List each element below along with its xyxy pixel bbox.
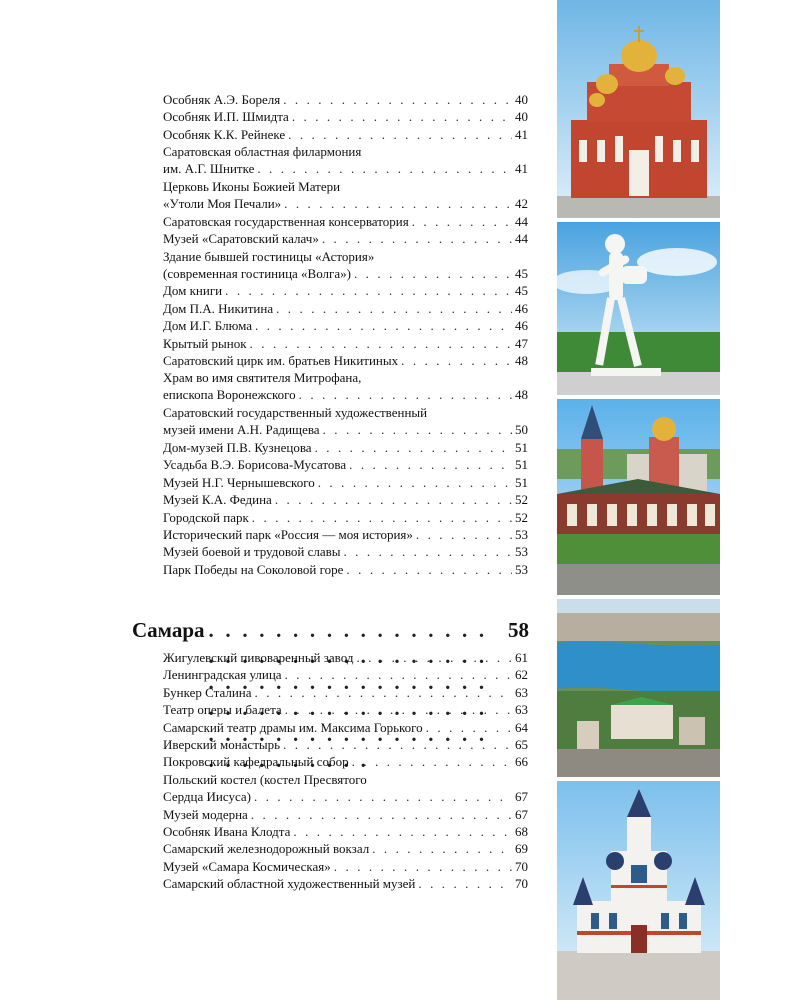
dot-leader [285,666,512,683]
dot-leader [283,736,512,753]
entry-page-number: 48 [515,353,528,368]
dot-leader [285,701,512,718]
photo-strip [557,0,720,1000]
toc-entry[interactable] [163,317,528,334]
dot-leader [255,317,512,334]
entry-title: Музей боевой и трудовой славы [163,544,341,560]
entry-title: Самарский областной художественный музей [163,876,416,892]
entry-title: Покровский кафедральный собор [163,754,349,770]
entry-page-number: 70 [515,876,528,892]
dot-leader [323,421,512,438]
entry-page-number: 63 [515,684,528,700]
aerial-river-photo [557,599,720,777]
entry-title: епископа Воронежского [163,387,296,403]
entry-title: Крытый рынок [163,335,247,351]
toc-entry[interactable] [163,178,528,212]
dot-leader [412,213,512,230]
entry-page-number: 40 [515,92,528,107]
white-church-photo [557,781,720,1000]
entry-page-number: 53 [515,561,528,577]
dot-leader [343,543,512,560]
toc-entry[interactable] [163,771,528,805]
dot-leader [292,108,512,125]
dot-leader [250,335,512,352]
entry-title: Храм во имя святителя Митрофана, [163,370,362,386]
dot-leader [251,806,512,823]
entry-title: Особняк А.Э. Бореля [163,92,281,107]
entry-title: Самарский театр драмы им. Максима Горького [163,719,423,735]
toc-entry[interactable] [163,300,528,317]
toc-entry[interactable] [163,352,528,369]
dot-leader [252,509,512,526]
entry-title: Саратовский цирк им. братьев Никитиных [163,353,399,368]
dot-leader [275,491,512,508]
entry-title: Саратовская областная филармония [163,144,362,160]
entry-title: Саратовский государственный художественный [163,405,428,421]
toc-entry[interactable] [163,474,528,491]
dot-leader [288,126,512,143]
red-cathedral-photo [557,0,720,218]
entry-title: Музей «Саратовский калач» [163,231,319,247]
dot-leader [401,352,512,369]
dot-leader [352,753,512,770]
toc-entry[interactable] [163,806,528,823]
entry-page-number: 65 [515,737,528,752]
dot-leader [356,649,512,666]
entry-title: «Утоли Моя Печали» [163,196,282,211]
entry-title: Театр оперы и балета [163,702,282,718]
entry-title: Дом-музей П.В. Кузнецова [163,440,312,455]
entry-title: Музей Н.Г. Чернышевского [163,474,315,490]
entry-title: Музей К.А. Федина [163,492,272,508]
entry-page-number: 45 [515,283,528,299]
entry-page-number: 66 [515,754,528,770]
entry-title: (современная гостиница «Волга») [163,265,351,281]
entry-page-number: 62 [515,667,528,683]
toc-entry[interactable] [163,335,528,352]
entry-page-number: 53 [515,527,528,542]
toc-entry[interactable] [163,369,528,403]
entry-title: им. А.Г. Шнитке [163,161,255,177]
entry-page-number: 51 [515,474,528,490]
entry-page-number: 45 [515,265,528,281]
entry-page-number: 69 [515,841,528,857]
toc-entry[interactable] [163,875,528,892]
toc-entry[interactable] [163,543,528,560]
section-title: Самара [132,618,205,642]
toc-entry[interactable] [163,753,528,770]
dot-leader [257,160,512,177]
section-page-number: 58 [508,618,529,642]
dot-leader [416,526,512,543]
entry-page-number: 41 [515,126,528,142]
entry-title: Ленинградская улица [163,667,282,683]
entry-title: Церковь Иконы Божией Матери [163,179,341,194]
entry-title: Городской парк [163,509,249,525]
entry-page-number: 52 [515,509,528,525]
dot-leader [299,386,512,403]
toc-entry[interactable] [163,858,528,875]
toc-entry[interactable] [163,91,528,108]
toc-entry[interactable] [163,126,528,143]
toc-entry[interactable] [163,701,528,718]
dot-leader [318,474,512,491]
entry-page-number: 48 [515,387,528,403]
entry-title: музей имени А.Н. Радищева [163,422,320,438]
dot-leader [293,823,512,840]
dot-leader [254,788,512,805]
entry-title: Особняк Ивана Клодта [163,824,291,839]
toc-entry[interactable] [163,526,528,543]
entry-page-number: 52 [515,492,528,508]
entry-title: Музей «Самара Космическая» [163,858,331,874]
entry-page-number: 53 [515,544,528,560]
toc-entry[interactable] [163,282,528,299]
entry-title: Парк Победы на Соколовой горе [163,561,344,577]
entry-page-number: 44 [515,231,528,247]
entry-title: Сердца Иисуса) [163,788,251,804]
toc-entry[interactable] [163,561,528,578]
toc-entry[interactable] [163,230,528,247]
entry-page-number: 63 [515,702,528,718]
entry-page-number: 41 [515,161,528,177]
toc-entry[interactable] [163,404,528,438]
toc-entry[interactable] [163,143,528,177]
toc-entry[interactable] [163,719,528,736]
toc-entry[interactable] [163,439,528,456]
toc-entry[interactable] [163,840,528,857]
entry-title: Дом И.Г. Блюма [163,318,253,334]
dot-leader [349,456,512,473]
entry-page-number: 44 [515,213,528,229]
toc-entry[interactable] [163,213,528,230]
entry-page-number: 67 [515,788,528,804]
dot-leader [225,282,512,299]
dot-leader [372,840,512,857]
dot-leader [322,230,512,247]
entry-title: Бункер Сталина [163,684,252,700]
entry-page-number: 47 [515,335,528,351]
entry-title: Дом П.А. Никитина [163,300,274,316]
entry-title: Дом книги [163,283,223,299]
entry-title: Усадьба В.Э. Борисова-Мусатова [163,457,347,473]
entry-title: Самарский железнодорожный вокзал [163,841,370,857]
entry-title: Особняк И.П. Шмидта [163,109,289,125]
dot-leader [283,91,512,108]
entry-page-number: 51 [515,457,528,473]
toc-entry[interactable] [163,491,528,508]
entry-page-number: 42 [515,196,528,211]
entry-title: Музей модерна [163,806,248,822]
toc-entry[interactable] [163,248,528,282]
entry-title: Исторический парк «Россия — моя история» [163,527,413,542]
dot-leader [426,719,512,736]
dot-leader [334,858,512,875]
entry-title: Саратовская государственная консерватория [163,213,409,229]
entry-page-number: 70 [515,858,528,874]
dot-leader [284,195,512,212]
toc-entry[interactable] [163,649,528,666]
cosmonaut-statue-photo [557,222,720,395]
toc-entry[interactable] [163,108,528,125]
entry-title: Польский костел (костел Пресвятого [163,771,367,787]
entry-page-number: 61 [515,650,528,665]
entry-title: Здание бывшей гостиницы «Астория» [163,248,375,264]
entry-page-number: 67 [515,806,528,822]
toc-entry[interactable] [163,736,528,753]
toc-entry[interactable] [163,823,528,840]
toc-entry[interactable] [163,666,528,683]
entry-title: Особняк К.К. Рейнеке [163,126,286,142]
dot-leader [418,875,512,892]
toc-entry[interactable] [163,509,528,526]
entry-page-number: 64 [515,719,528,735]
dot-leader [255,684,512,701]
toc-entry[interactable] [163,684,528,701]
city-churches-photo [557,399,720,595]
dot-leader [354,265,512,282]
entry-page-number: 50 [515,422,528,438]
entry-page-number: 46 [515,300,528,316]
entry-page-number: 51 [515,440,528,455]
entry-page-number: 40 [515,109,528,125]
section-heading-samara[interactable] [132,617,529,643]
entry-title: Иверский монастырь [163,737,281,752]
entry-page-number: 46 [515,318,528,334]
entry-page-number: 68 [515,824,528,839]
dot-leader [276,300,512,317]
toc-entry[interactable] [163,456,528,473]
entry-title: Жигулевский пивоваренный завод [163,650,354,665]
dot-leader [315,439,512,456]
dot-leader [346,561,512,578]
